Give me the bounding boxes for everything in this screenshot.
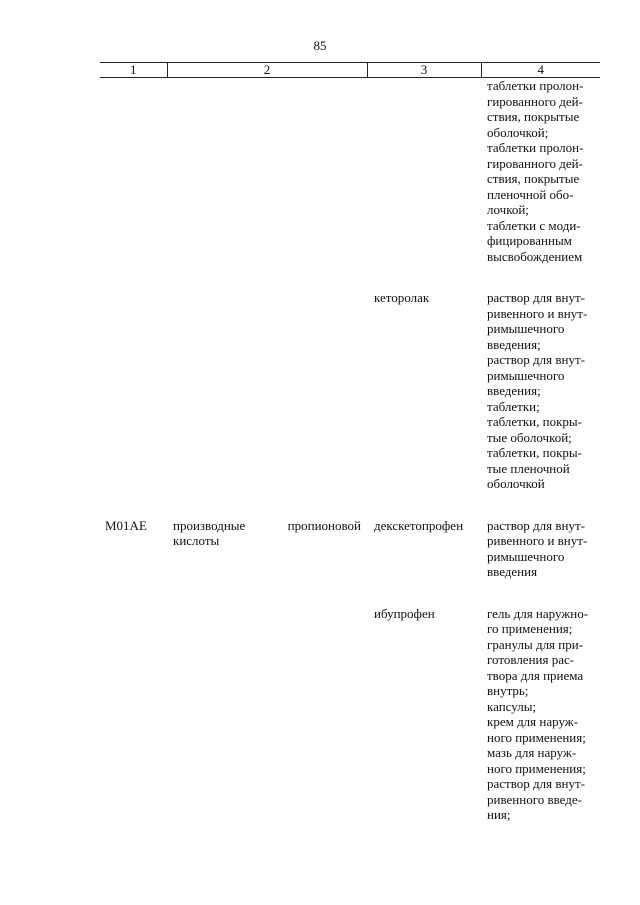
- medication-table: [100, 62, 600, 823]
- page-number: 85: [313, 38, 327, 53]
- header-col-3: 3: [367, 63, 481, 78]
- atc-code-cell: [100, 78, 167, 265]
- header-col-4: 4: [481, 63, 600, 78]
- row-spacer: [100, 264, 600, 290]
- drug-name-cell: декскетопрофен: [374, 517, 464, 533]
- row-spacer: [100, 580, 600, 606]
- table-row: [100, 78, 600, 265]
- table-row: [100, 290, 600, 492]
- atc-code-cell: [100, 290, 167, 492]
- group-cell: [167, 290, 367, 492]
- dosage-forms-cell: таблетки пролон- гированного дей- ствия, покрытые оболочкой; таблетки пролон- гированного дей- ствия, покрытые пленочной обо- лочкой; таблетки с моди- фицированным высвобождением: [487, 78, 584, 264]
- dosage-forms-cell: гель для наружно- го применения; гранулы для при- готовления рас- твора для приема внутрь; капсулы; крем для наруж- ного применения; мазь для наруж- ного применения; раствор для внут- ривенного введе- ния;: [487, 605, 589, 822]
- atc-code-cell: [100, 606, 167, 823]
- header-col-1: 1: [100, 63, 167, 78]
- atc-code-cell: M01AE: [105, 517, 147, 533]
- dosage-forms-cell: раствор для внут- ривенного и внут- римышечного введения; раствор для внут- римышечного введения; таблетки; таблетки, покры- тые оболочкой; таблетки, покры- тые пленочной оболочкой: [487, 290, 588, 491]
- drug-name-cell: ибупрофен: [374, 605, 435, 621]
- group-cell: [167, 78, 367, 265]
- row-spacer: [100, 492, 600, 518]
- group-cell: производные пропионовой кислоты: [173, 517, 361, 548]
- dosage-forms-cell: раствор для внут- ривенного и внут- римышечного введения: [487, 517, 588, 579]
- header-col-2: 2: [167, 63, 367, 78]
- group-cell: [167, 606, 367, 823]
- drug-name-cell: кеторолак: [374, 290, 430, 305]
- table-header-row: [100, 63, 600, 78]
- table-row: [100, 518, 600, 580]
- table-row: [100, 606, 600, 823]
- drug-name-cell: [367, 78, 481, 265]
